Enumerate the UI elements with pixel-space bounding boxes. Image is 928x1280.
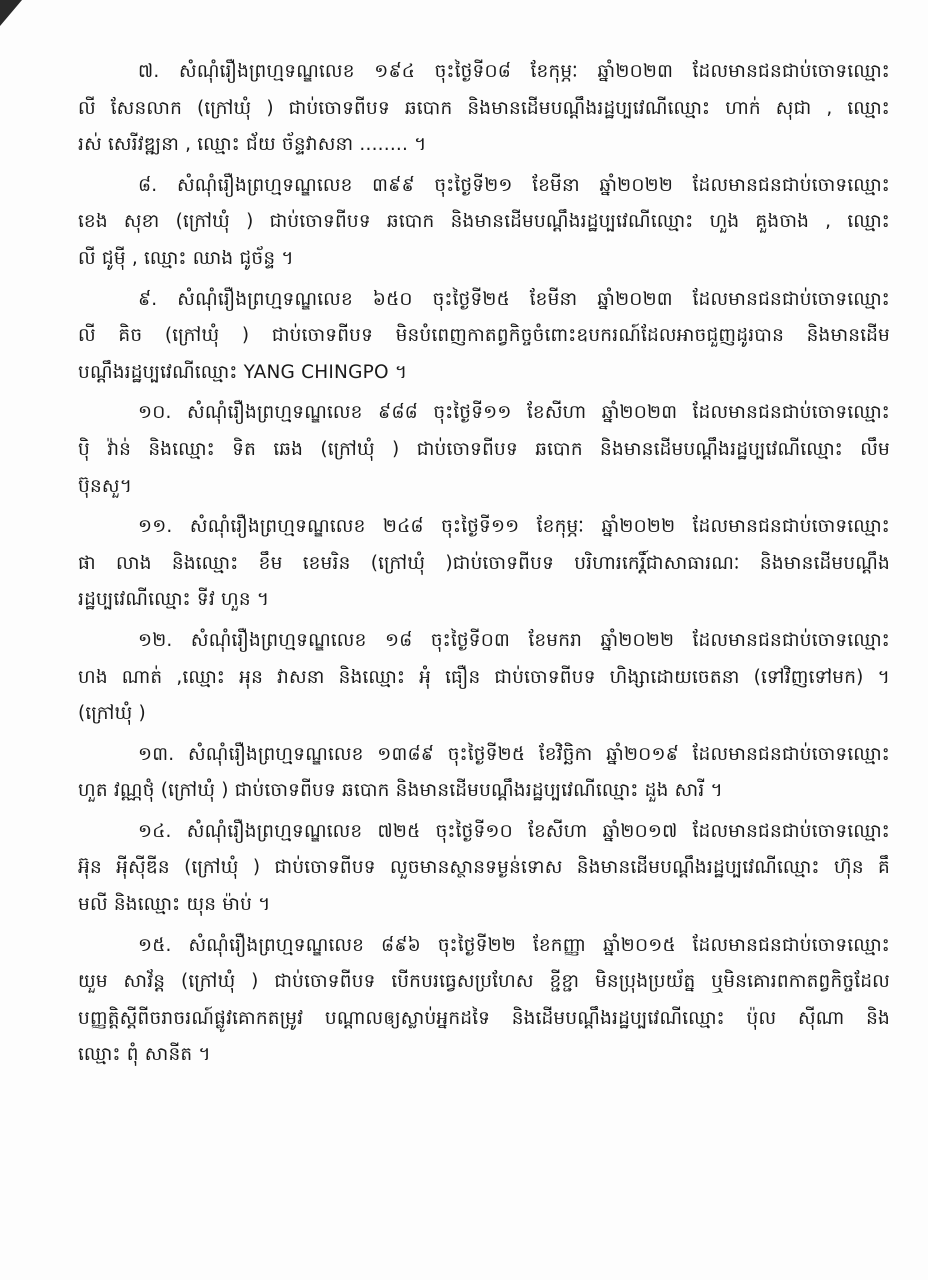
case-entry-15 <box>78 928 890 1074</box>
case-entry-8 <box>78 168 890 278</box>
case-line: ប៉ិ វ៉ាន់ និងឈ្មោះ ទិត ឆេង (ក្រៅឃុំ ) ជាប់ចោទពីបទ ឆបោក និងមានដើមបណ្តឹងរដ្ឋប្បវេណីឈ្មោះ លឹម <box>78 438 890 460</box>
case-line: មលី និងឈ្មោះ យុន ម៉ាប់ ។ <box>78 894 271 916</box>
case-line: លី ជូមុី , ឈ្មោះ ឈាង ជូច័ន្ទ ។ <box>78 247 294 269</box>
case-line: (ក្រៅឃុំ ) <box>78 703 146 725</box>
case-line: ១៥. សំណុំរឿងព្រហ្មទណ្ឌលេខ ៨៩៦ ចុះថ្ងៃទី២២ ខែកញ្ញា ឆ្នាំ២០១៥ ដែលមានជនជាប់ចោទឈ្មោះ <box>138 934 890 956</box>
case-line: ១៤. សំណុំរឿងព្រហ្មទណ្ឌលេខ ៧២៥ ចុះថ្ងៃទី១០ ខែសីហា ឆ្នាំ២០១៧ ដែលមានជនជាប់ចោទឈ្មោះ <box>138 820 890 842</box>
case-line: យួម សាវ័ន្ត (ក្រៅឃុំ ) ជាប់ចោទពីបទ បើកបរធ្វេសប្រហែស ខ្ជីខ្ជា មិនប្រុងប្រយ័ត្ន ឬមិនគោរពកាតព្វកិច្ចដែល <box>78 971 890 993</box>
case-line: ផា លាង និងឈ្មោះ ខឹម ខេមរិន (ក្រៅឃុំ )ជាប់ចោទពីបទ បរិហារកេរ្តិ៍ជាសាធារណៈ និងមានដើមបណ្តឹង <box>78 552 890 574</box>
case-line: ហង ណាត់ ,ឈ្មោះ អុន វាសនា និងឈ្មោះ អុំ ធឿន ជាប់ចោទពីបទ ហិង្សាដោយចេតនា (ទៅវិញទៅមក) ។ <box>78 666 890 688</box>
page-corner-mark <box>0 0 22 26</box>
case-line: ហួត វណ្ណថុំ (ក្រៅឃុំ ) ជាប់ចោទពីបទ ឆបោក និងមានដើមបណ្តឹងរដ្ឋប្បវេណីឈ្មោះ ដួង សារី ។ <box>78 780 723 802</box>
case-entry-13 <box>78 737 890 810</box>
case-line: បណ្តឹងរដ្ឋប្បវេណីឈ្មោះ YANG CHINGPO ។ <box>78 361 408 383</box>
case-line: ១០. សំណុំរឿងព្រហ្មទណ្ឌលេខ ៩៨៨ ចុះថ្ងៃទី១១ ខែសីហា ឆ្នាំ២០២៣ ដែលមានជនជាប់ចោទឈ្មោះ <box>138 402 890 424</box>
case-line: ៨. សំណុំរឿងព្រហ្មទណ្ឌលេខ ៣៩៩ ចុះថ្ងៃទី២១ ខែមីនា ឆ្នាំ២០២២ ដែលមានជនជាប់ចោទឈ្មោះ <box>138 174 890 196</box>
case-entry-7 <box>78 54 890 164</box>
case-entry-10 <box>78 395 890 505</box>
case-line: លី គិច (ក្រៅឃុំ ) ជាប់ចោទពីបទ មិនបំពេញកាតព្វកិច្ចចំពោះឧបករណ៍ដែលអាចជួញដូរបាន និងមានដើម <box>78 325 890 347</box>
case-entry-14 <box>78 814 890 924</box>
case-line: ១១. សំណុំរឿងព្រហ្មទណ្ឌលេខ ២៤៨ ចុះថ្ងៃទី១១ ខែកុម្ភៈ ឆ្នាំ២០២២ ដែលមានជនជាប់ចោទឈ្មោះ <box>138 516 890 538</box>
document-body <box>78 54 890 1078</box>
case-line: អ៊ុន អុីស៊ីឌីន (ក្រៅឃុំ ) ជាប់ចោទពីបទ លួចមានស្ថានទម្ងន់ទោស និងមានដើមបណ្តឹងរដ្ឋប្បវេណីឈ្មោះ ហ៊ុន គឹ <box>78 857 890 879</box>
case-line: បញ្ញត្តិស្តីពីចរាចរណ៍ផ្លូវគោកតម្រូវ បណ្តាលឲ្យស្លាប់អ្នកដទៃ និងដើមបណ្តឹងរដ្ឋប្បវេណីឈ្មោះ ប៉ុល ស៊ីណា និង <box>78 1007 890 1029</box>
case-line: ១៣. សំណុំរឿងព្រហ្មទណ្ឌលេខ ១៣៨៩ ចុះថ្ងៃទី២៥ ខែវិច្ឆិកា ឆ្នាំ២០១៩ ដែលមានជនជាប់ចោទឈ្មោះ <box>138 743 890 765</box>
case-line: រដ្ឋប្បវេណីឈ្មោះ ទីវ ហួន ។ <box>78 589 270 611</box>
case-line: ៧. សំណុំរឿងព្រហ្មទណ្ឌលេខ ១៩៤ ចុះថ្ងៃទី០៨ ខែកុម្ភៈ ឆ្នាំ២០២៣ ដែលមានជនជាប់ចោទឈ្មោះ <box>138 61 890 82</box>
case-line: លី សែនលាក (ក្រៅឃុំ ) ជាប់ចោទពីបទ ឆបោក និងមានដើមបណ្តឹងរដ្ឋប្បវេណីឈ្មោះ ហាក់ សុជា , ឈ្មោះ <box>78 97 890 119</box>
case-entry-11 <box>78 509 890 619</box>
case-line: រស់ សេរីវឌ្ឍនា , ឈ្មោះ ជ័យ ច័ន្ទវាសនា ........ ។ <box>78 134 427 156</box>
case-entry-9 <box>78 282 890 392</box>
case-line: ឈ្មោះ ពុំ សានីត ។ <box>78 1044 211 1066</box>
case-line: ១២. សំណុំរឿងព្រហ្មទណ្ឌលេខ ១៨ ចុះថ្ងៃទី០៣ ខែមករា ឆ្នាំ២០២២ ដែលមានជនជាប់ចោទឈ្មោះ <box>138 629 890 651</box>
case-line: ខេង សុខា (ក្រៅឃុំ ) ជាប់ចោទពីបទ ឆបោក និងមានដើមបណ្តឹងរដ្ឋប្បវេណីឈ្មោះ ហួង គួងចាង , ឈ្មោះ <box>78 211 890 233</box>
case-line: ៩. សំណុំរឿងព្រហ្មទណ្ឌលេខ ៦៥០ ចុះថ្ងៃទី២៥ ខែមីនា ឆ្នាំ២០២៣ ដែលមានជនជាប់ចោទឈ្មោះ <box>138 288 890 310</box>
case-entry-12 <box>78 623 890 733</box>
case-line: ប៊ុនសួ។ <box>78 475 133 497</box>
